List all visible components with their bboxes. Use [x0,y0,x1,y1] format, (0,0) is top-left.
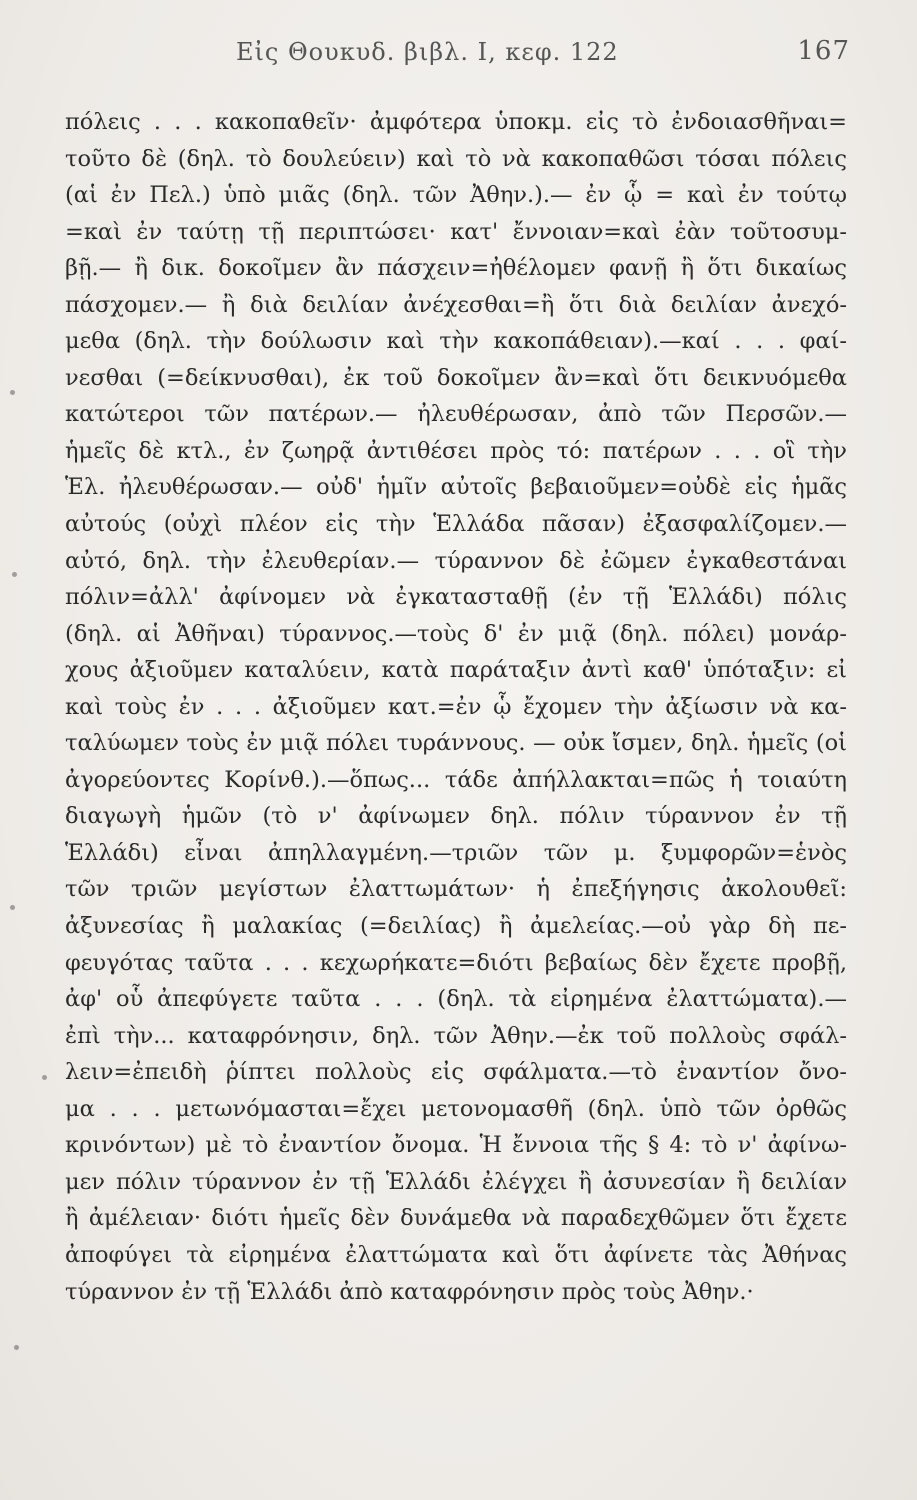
paper-speck [10,390,15,395]
text-line: ἡμεῖς δὲ κτλ., ἐν ζωηρᾷ ἀντιθέσει πρὸς τό: πατέρων . . . οἳ τὴν [65,437,847,464]
paper-speck [10,905,15,910]
text-line: πόλεις . . . κακοπαθεῖν· ἀμφότερα ὑποκμ. εἰς τὸ ἐνδοιασθῆναι= [65,109,847,135]
text-line: =καὶ ἐν ταύτῃ τῇ περιπτώσει· κατ' ἔννοιαν=καὶ ἐὰν τοῦτοσυμ- [65,218,847,245]
text-line: ἢ ἀμέλειαν· διότι ἡμεῖς δὲν δυνάμεθα νὰ παραδεχθῶμεν ὅτι ἔχετε [65,1205,847,1232]
text-line: πάσχομεν.— ἢ διὰ δειλίαν ἀνέχεσθαι=ἢ ὅτι διὰ δειλίαν ἀνεχό- [65,291,847,318]
running-head: Εἰς Θουκυδ. βιβλ. I, κεφ. 122 [236,38,619,66]
text-line: ἀγορεύοντες Κορίνθ.).—ὅπως... τάδε ἀπήλλακται=πῶς ἡ τοιαύτη [65,766,847,793]
text-line: ταλύωμεν τοὺς ἐν μιᾷ πόλει τυράννους. — οὐκ ἴσμεν, δηλ. ἡμεῖς (οἱ [65,730,847,757]
text-line: μα . . . μετωνόμασται=ἔχει μετονομασθῆ (δηλ. ὑπὸ τῶν ὀρθῶς [65,1095,847,1122]
text-line: (δηλ. αἱ Ἀθῆναι) τύραννος.—τοὺς δ' ἐν μιᾷ (δηλ. πόλει) μονάρ- [65,620,847,647]
text-line: βῇ.— ἢ δικ. δοκοῖμεν ἂν πάσχειν=ἠθέλομεν φανῇ ἢ ὅτι δικαίως [65,255,847,282]
text-line: ἐπὶ τὴν... καταφρόνησιν, δηλ. τῶν Ἀθην.—ἐκ τοῦ πολλοὺς σφάλ- [65,1022,847,1049]
text-line: πόλιν=ἀλλ' ἀφίνομεν νὰ ἐγκατασταθῇ (ἐν τῇ Ἑλλάδι) πόλις [65,584,847,611]
text-line: (αἱ ἐν Πελ.) ὑπὸ μιᾶς (δηλ. τῶν Ἀθην.).— ἐν ᾧ = καὶ ἐν τούτῳ [65,182,847,209]
text-line: Ἑλ. ἠλευθέρωσαν.— οὐδ' ἡμῖν αὐτοῖς βεβαιοῦμεν=οὐδὲ εἰς ἡμᾶς [65,474,847,501]
text-line: αὐτό, δηλ. τὴν ἐλευθερίαν.— τύραννον δὲ ἐῶμεν ἐγκαθεστάναι [65,547,847,574]
text-line: μεν πόλιν τύραννον ἐν τῇ Ἑλλάδι ἐλέγχει ἢ ἀσυνεσίαν ἢ δειλίαν [65,1168,847,1195]
page-number: 167 [797,36,850,66]
text-line: κατώτεροι τῶν πατέρων.— ἠλευθέρωσαν, ἀπὸ τῶν Περσῶν.— [65,401,847,428]
paper-speck [12,572,17,577]
page-header [60,38,850,74]
text-line: ἀξυνεσίας ἢ μαλακίας (=δειλίας) ἢ ἀμελείας.—οὐ γὰρ δὴ πε- [65,913,847,940]
text-line: αὐτούς (οὐχὶ πλέον εἰς τὴν Ἑλλάδα πᾶσαν) ἐξασφαλίζομεν.— [65,511,847,538]
text-line: τοῦτο δὲ (δηλ. τὸ δουλεύειν) καὶ τὸ νὰ κακοπαθῶσι τόσαι πόλεις [65,145,847,172]
paper-speck [42,1075,47,1080]
paper-speck [14,1345,19,1350]
text-line: καὶ τοὺς ἐν . . . ἀξιοῦμεν κατ.=ἐν ᾧ ἔχομεν τὴν ἀξίωσιν νὰ κα- [65,693,847,720]
text-line: ἀποφύγει τὰ εἰρημένα ἐλαττώματα καὶ ὅτι ἀφίνετε τὰς Ἀθήνας [65,1241,847,1268]
text-line: διαγωγὴ ἡμῶν (τὸ ν' ἀφίνωμεν δηλ. πόλιν τύραννον ἐν τῇ [65,803,847,830]
text-line: τύραννον ἐν τῇ Ἑλλάδι ἀπὸ καταφρόνησιν πρὸς τοὺς Ἀθην.· [65,1278,754,1305]
commentary-text [65,104,847,1310]
text-line: ἀφ' οὗ ἀπεφύγετε ταῦτα . . . (δηλ. τὰ εἰρημένα ἐλαττώματα).— [65,986,847,1013]
text-line: νεσθαι (=δείκνυσθαι), ἐκ τοῦ δοκοῖμεν ἂν=καὶ ὅτι δεικνυόμεθα [65,364,847,391]
text-line: κρινόντων) μὲ τὸ ἐναντίον ὄνομα. Ἡ ἔννοια τῆς § 4: τὸ ν' ἀφίνω- [65,1132,847,1159]
text-line: μεθα (δηλ. τὴν δούλωσιν καὶ τὴν κακοπάθειαν).—καί . . . φαί- [65,328,847,355]
text-line: Ἑλλάδι) εἶναι ἀπηλλαγμένη.—τριῶν τῶν μ. ξυμφορῶν=ἑνὸς [65,839,847,866]
text-line: λειν=ἐπειδὴ ῥίπτει πολλοὺς εἰς σφάλματα.—τὸ ἐναντίον ὄνο- [65,1059,847,1086]
text-line: χους ἀξιοῦμεν καταλύειν, κατὰ παράταξιν ἀντὶ καθ' ὑπόταξιν: εἰ [65,657,847,684]
text-line: τῶν τριῶν μεγίστων ἐλαττωμάτων· ἡ ἐπεξήγησις ἀκολουθεῖ: [65,876,847,903]
text-line: φευγότας ταῦτα . . . κεχωρήκατε=διότι βεβαίως δὲν ἔχετε προβῇ, [65,949,847,976]
